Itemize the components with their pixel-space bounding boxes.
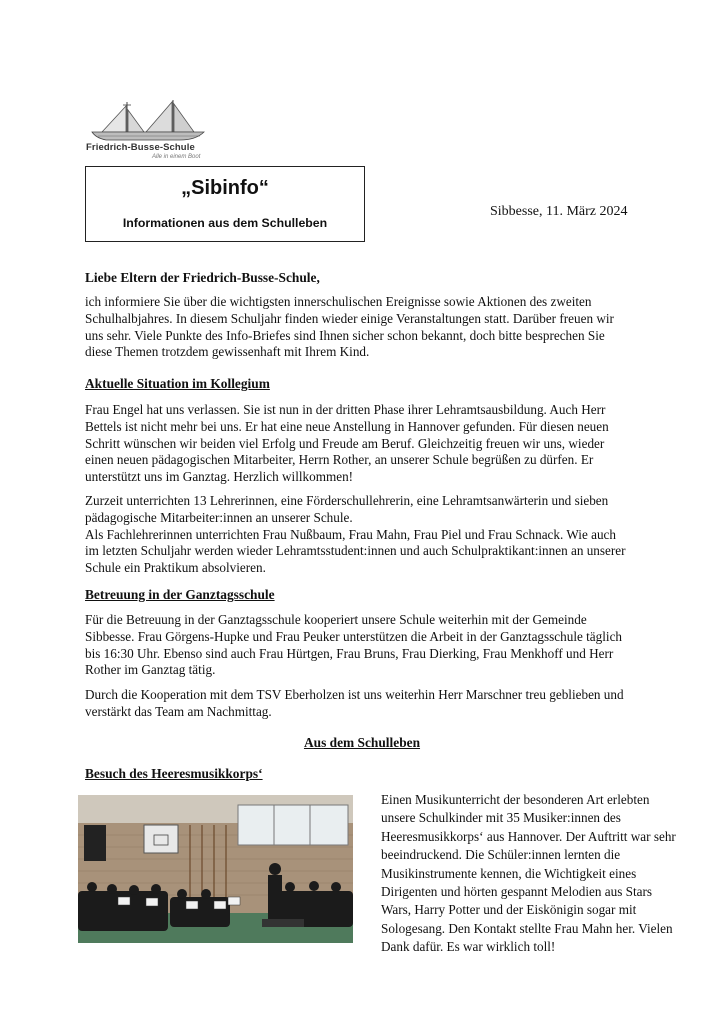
text-line: Für die Betreuung in der Ganztagsschule kooperiert unsere Schule weiterhin mit der Gemeinde bbox=[85, 612, 587, 627]
school-logo bbox=[84, 98, 214, 162]
text-line: einen neuen pädagogischen Mitarbeiter, Herrn Rother, an unserer Schule begrüßen zu dürfen. Er bbox=[85, 452, 594, 468]
newsletter-subtitle: Informationen aus dem Schulleben bbox=[122, 216, 328, 230]
kollegium-paragraph-1 bbox=[85, 402, 665, 486]
text-line: Frau Engel hat uns verlassen. Sie ist nun in der dritten Phase ihrer Lehramtsausbildung. Auch Herr bbox=[85, 402, 606, 417]
text-line: Heeresmusikkorps‘ aus Hannover. Der Auftritt war sehr bbox=[381, 828, 676, 844]
text-line: Durch die Kooperation mit dem TSV Eberholzen ist uns weiterhin Herr Marschner treu geblieben und bbox=[85, 687, 624, 702]
text-line: Dank dafür. Es war wirklich toll! bbox=[381, 939, 556, 955]
kollegium-paragraph-2 bbox=[85, 493, 665, 577]
logo-school-name: Friedrich-Busse-Schule bbox=[86, 142, 195, 153]
newsletter-title: „Sibinfo“ bbox=[181, 177, 269, 199]
text-line: Dirigenten und hörten gespannt Melodien aus Stars bbox=[381, 884, 653, 900]
text-line: Schritt wünschen wir beiden viel Erfolg und Freude am Beruf. Gleichzeitig freuen wir uns, wieder bbox=[85, 435, 605, 451]
text-line: Sibbesse. Frau Görgens-Hupke und Frau Peuker unterstützen die Arbeit in der Ganztagsschule täglich bbox=[85, 628, 623, 644]
section-heading-ganztag: Betreuung in der Ganztagsschule bbox=[85, 587, 275, 602]
text-line: Wars, Harry Potter und der Eiskönigin sogar mit bbox=[381, 902, 637, 918]
intro-paragraph bbox=[85, 294, 665, 361]
musikkorps-paragraph bbox=[381, 791, 681, 957]
text-line: Sologesang. Den Kontakt stellte Frau Mahn her. Vielen bbox=[381, 920, 673, 936]
text-line: Bettels ist nicht mehr bei uns. Er hat eine neue Anstellung in Hannover gefunden. Für diesen neuen bbox=[85, 418, 609, 434]
logo-tagline: Alle in einem Boot bbox=[152, 154, 201, 160]
text-line: bis 16:30 Uhr. Ebenso sind auch Frau Hürtgen, Frau Bruns, Frau Dierking, Frau Menkhoff und Herr bbox=[85, 645, 614, 661]
text-line: verstärkt das Team am Nachmittag. bbox=[85, 703, 272, 719]
text-line: Zurzeit unterrichten 13 Lehrerinnen, eine Förderschullehrerin, eine Lehramtsanwärterin und sieben bbox=[85, 493, 609, 508]
text-line: ich informiere Sie über die wichtigsten innerschulischen Ereignisse sowie Aktionen des zweiten bbox=[85, 294, 592, 309]
ganztag-paragraph-1 bbox=[85, 612, 665, 679]
text-line: diese Themen trotzdem gewissenhaft mit Ihrem Kind. bbox=[85, 344, 370, 360]
salutation: Liebe Eltern der Friedrich-Busse-Schule, bbox=[85, 270, 320, 285]
text-line: im letzten Schuljahr werden wieder Lehramtsstudent:innen und auch Schulpraktikant:innen an unserer bbox=[85, 543, 626, 559]
ship-logo-icon bbox=[84, 98, 214, 142]
text-line: beeindruckend. Die Schüler:innen lernten die bbox=[381, 847, 621, 863]
text-line: unsere Schulkinder mit 35 Musiker:innen des bbox=[381, 810, 621, 826]
section-heading-kollegium: Aktuelle Situation im Kollegium bbox=[85, 376, 270, 391]
ganztag-paragraph-2 bbox=[85, 687, 665, 721]
text-line: Musikinstrumente kennen, die Wichtigkeit eines bbox=[381, 865, 637, 881]
text-line: Rother im Ganztag tätig. bbox=[85, 662, 216, 678]
title-box bbox=[85, 166, 365, 242]
section-heading-musikkorps: Besuch des Heeresmusikkorps‘ bbox=[85, 766, 263, 781]
text-line: Schule ein Praktikum absolvieren. bbox=[85, 560, 266, 576]
text-line: pädagogische Mitarbeiter:innen an unserer Schule. bbox=[85, 509, 353, 525]
text-line: uns sehr. Viele Punkte des Info-Briefes sind Ihnen sicher schon bekannt, doch bitte besprechen Sie bbox=[85, 327, 605, 343]
text-line: unterstützt uns im Ganztag. Herzlich willkommen! bbox=[85, 469, 354, 485]
orchestra-photo bbox=[78, 795, 353, 943]
text-line: Schulhalbjahres. In diesem Schuljahr finden wieder einige Veranstaltungen statt. Darüber freuen wir bbox=[85, 310, 614, 326]
text-line: Einen Musikunterricht der besonderen Art erlebten bbox=[381, 792, 650, 807]
section-heading-schulleben: Aus dem Schulleben bbox=[303, 735, 421, 750]
text-line: Als Fachlehrerinnen unterrichten Frau Nußbaum, Frau Mahn, Frau Piel und Frau Schnack. Wie auch bbox=[85, 526, 616, 542]
place-date: Sibbesse, 11. März 2024 bbox=[490, 204, 628, 219]
